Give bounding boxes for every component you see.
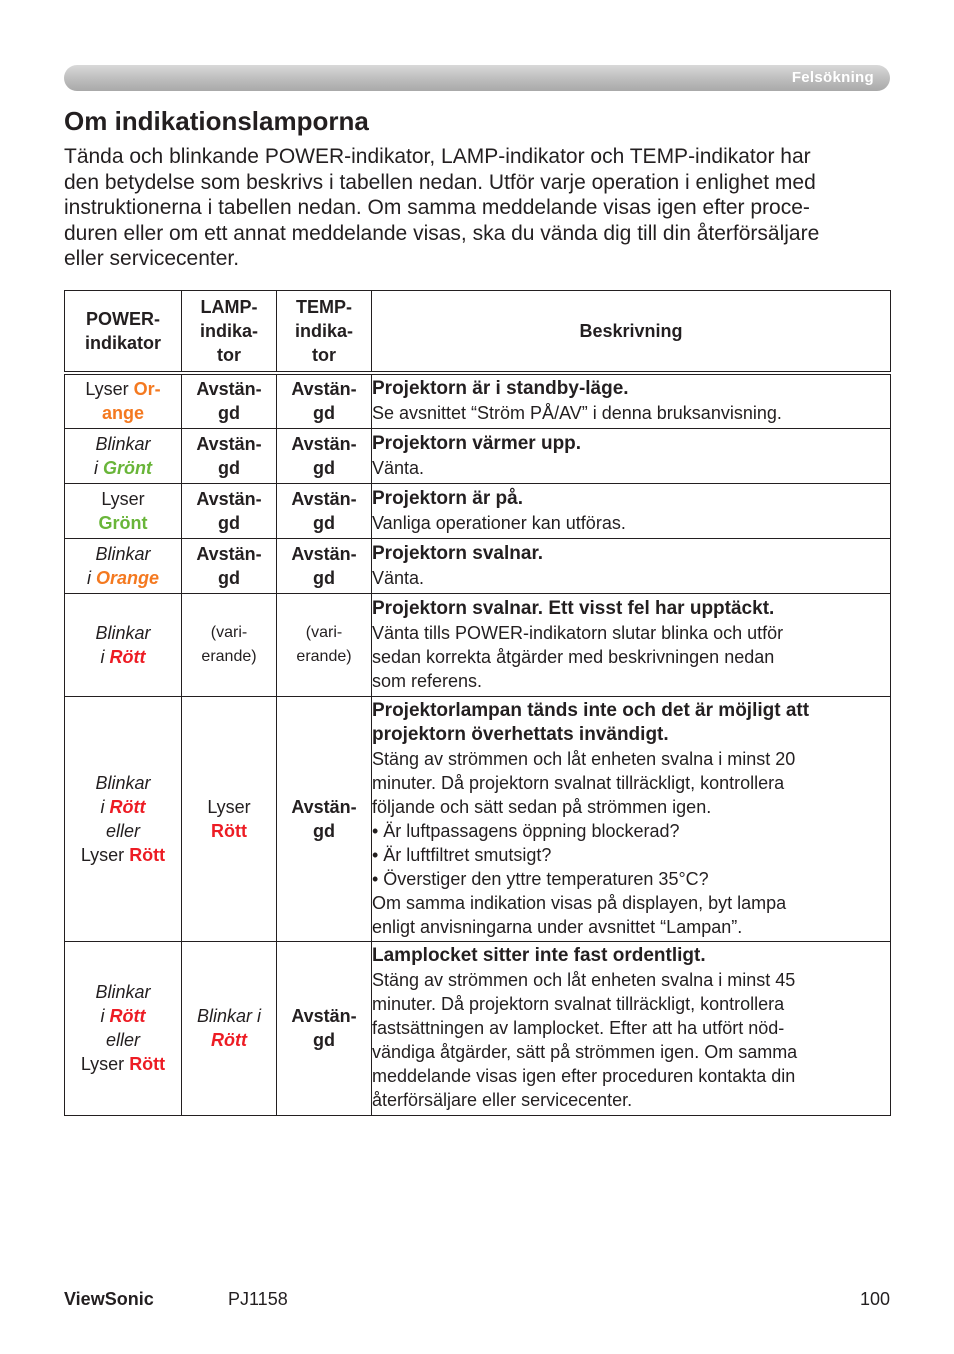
lamp-cell: Avstän- gd xyxy=(182,373,277,428)
lamp-cell: Avstän- gd xyxy=(182,538,277,593)
temp-cell: Avstän- gd xyxy=(277,373,372,428)
power-cell: Lyser Or- ange xyxy=(65,373,182,428)
footer-brand: ViewSonic xyxy=(64,1289,154,1309)
description-cell: Projektorn är på. Vanliga operationer kan utföras. xyxy=(372,483,891,538)
description-cell: Projektorlampan tänds inte och det är möjligt att projektorn överhettats invändigt. Stäng av strömmen och låt enheten svalna i minst 20 minuter. Då projektorn svalnat tillräckligt, kontrollera följande och sätt sedan på strömmen igen. • Är luftpassagens öppning blockerad? • Är luftfiltret smutsigt? • Överstiger den yttre temperaturen 35°C? Om samma indikation visas på displayen, byt lampa enligt anvisningarna under avsnittet “Lampan”. xyxy=(372,696,891,941)
power-cell: Blinkar i Orange xyxy=(65,538,182,593)
indicator-table xyxy=(64,290,891,1116)
table-row xyxy=(65,696,891,941)
intro-line: instruktionerna i tabellen nedan. Om samma meddelande visas igen efter proce- xyxy=(64,196,810,219)
temp-cell: Avstän- gd xyxy=(277,428,372,483)
power-cell: Blinkar i Rött eller Lyser Rött xyxy=(65,941,182,1115)
table-row xyxy=(65,941,891,1115)
temp-cell: Avstän- gd xyxy=(277,483,372,538)
description-cell: Lamplocket sitter inte fast ordentligt. Stäng av strömmen och låt enheten svalna i minst 45 minuter. Då projektorn svalnat tillräckligt, kontrollera fastsättningen av lamplocket. Efter att ha utfört nöd- vändiga åtgärder, sätt på strömmen igen. Om samma meddelande visas igen efter proceduren kontakta din återförsäljare eller servicecenter. xyxy=(372,941,891,1115)
header-bar xyxy=(64,65,890,91)
table-header-row xyxy=(65,291,891,374)
description-cell: Projektorn svalnar. Ett visst fel har upptäckt. Vänta tills POWER-indikatorn slutar blinka och utför sedan korrekta åtgärder med beskrivningen nedan som referens. xyxy=(372,593,891,696)
intro-paragraph xyxy=(64,144,894,272)
lamp-cell: Blinkar i Rött xyxy=(182,941,277,1115)
temp-cell: Avstän- gd xyxy=(277,941,372,1115)
table-row xyxy=(65,593,891,696)
section-label: Felsökning xyxy=(791,69,874,86)
description-cell: Projektorn är i standby-läge. Se avsnittet “Ström PÅ/AV” i denna bruksanvisning. xyxy=(372,373,891,428)
intro-line: eller servicecenter. xyxy=(64,247,240,270)
lamp-cell: Lyser Rött xyxy=(182,696,277,941)
table-row xyxy=(65,373,891,428)
header-power: POWER- indikator xyxy=(65,291,182,374)
temp-cell: Avstän- gd xyxy=(277,696,372,941)
footer-model: PJ1158 xyxy=(228,1289,288,1309)
footer-page-number: 100 xyxy=(859,1289,890,1309)
table-row xyxy=(65,538,891,593)
intro-line: den betydelse som beskrivs i tabellen nedan. Utför varje operation i enlighet med xyxy=(64,170,816,194)
header-lamp: LAMP- indika- tor xyxy=(182,291,277,374)
temp-cell: (vari- erande) xyxy=(277,593,372,696)
table-row xyxy=(65,428,891,483)
header-description: Beskrivning xyxy=(372,291,891,374)
power-cell: Blinkar i Rött xyxy=(65,593,182,696)
lamp-cell: Avstän- gd xyxy=(182,483,277,538)
temp-cell: Avstän- gd xyxy=(277,538,372,593)
description-cell: Projektorn värmer upp. Vänta. xyxy=(372,428,891,483)
header-temp: TEMP- indika- tor xyxy=(277,291,372,374)
power-cell: Blinkar i Rött eller Lyser Rött xyxy=(65,696,182,941)
power-cell: Blinkar i Grönt xyxy=(65,428,182,483)
lamp-cell: Avstän- gd xyxy=(182,428,277,483)
description-cell: Projektorn svalnar. Vänta. xyxy=(372,538,891,593)
intro-line: Tända och blinkande POWER-indikator, LAMP-indikator och TEMP-indikator har xyxy=(64,145,811,168)
table-row xyxy=(65,483,891,538)
power-cell: Lyser Grönt xyxy=(65,483,182,538)
lamp-cell: (vari- erande) xyxy=(182,593,277,696)
page-title: Om indikationslamporna xyxy=(64,106,369,136)
intro-line: duren eller om ett annat meddelande visas, ska du vända dig till din återförsäljare xyxy=(64,221,820,245)
